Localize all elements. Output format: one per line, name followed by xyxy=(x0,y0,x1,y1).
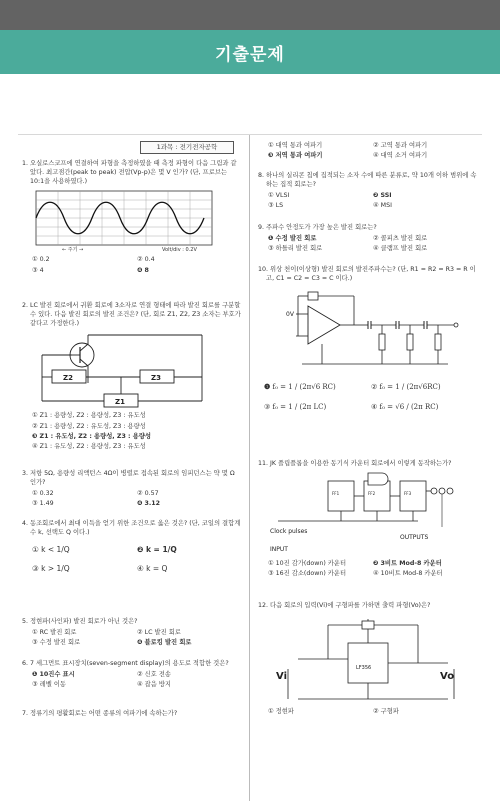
phase-shift-oscillator-figure xyxy=(258,286,468,378)
question-6-options xyxy=(32,670,242,689)
page-title: 기출문제 xyxy=(215,44,285,65)
option[interactable]: ③ LS xyxy=(268,202,284,210)
input-label: INPUT xyxy=(270,546,288,554)
clock-pulses-label: Clock pulses xyxy=(270,528,308,536)
option[interactable]: ① 0.32 xyxy=(32,490,54,498)
question-1-text: 1. 오실로스코프에 연결하여 파형을 측정하였을 때 측정 파형이 다음 그림과 같았다. 최고점간(peak to peak) 전압(Vp-p)은 몇 V 인가? (단, 프로브는 10:1을 사용하였다.) xyxy=(22,160,237,186)
opamp-circuit-figure xyxy=(258,613,468,705)
question-7-options xyxy=(268,141,478,160)
option[interactable]: ③ f₀ = 1 / (2π LC) xyxy=(264,403,327,412)
question-4 xyxy=(22,519,242,575)
option[interactable]: ① 대역 통과 여파기 xyxy=(268,142,323,149)
option[interactable]: ④ 10비트 Mod-8 카운터 xyxy=(373,570,443,578)
left-column xyxy=(18,135,244,717)
option-answer[interactable]: ❶ 수정 발진 회로 xyxy=(268,235,317,243)
exam-document xyxy=(18,134,482,801)
option[interactable]: ② 신호 전송 xyxy=(137,671,171,679)
question-12 xyxy=(258,601,478,716)
question-8-text: 8. 하나의 실리콘 칩에 집적되는 소자 수에 따른 분류로, 약 10개 이하 범위에 속하는 집적 회로는? xyxy=(258,172,477,189)
option[interactable]: ② 고역 통과 여파기 xyxy=(373,142,428,149)
option[interactable]: ③ 레벨 이동 xyxy=(32,681,66,689)
option[interactable]: ④ Z1 : 유도성, Z2 : 용량성, Z3 : 유도성 xyxy=(32,442,146,450)
option-answer[interactable]: ❷ k = 1/Q xyxy=(137,545,177,555)
outputs-label: OUTPUTS xyxy=(400,534,429,542)
ic-label: LF356 xyxy=(356,665,372,672)
option-answer[interactable]: ❶ f₀ = 1 / (2π√6 RC) xyxy=(264,382,336,392)
option[interactable]: ④ 잡음 방지 xyxy=(137,681,171,689)
option[interactable]: ④ 대역 소거 여파기 xyxy=(373,152,428,160)
option-answer[interactable]: ❶ 10진수 표시 xyxy=(32,671,75,679)
question-12-options xyxy=(268,707,478,716)
question-5-options xyxy=(32,628,242,647)
subject-heading: 1과목 : 전기전자공학 xyxy=(140,141,234,154)
volt-div-label: Volt/div : 0.2V xyxy=(162,247,197,254)
lc-oscillator-figure xyxy=(22,331,222,409)
option-answer[interactable]: ❸ 저역 통과 여파기 xyxy=(268,152,323,160)
question-6-text: 6. 7 세그먼트 표시장치(seven-segment display)의 용도로 적합한 것은? xyxy=(22,660,229,667)
question-7 xyxy=(22,709,242,718)
option[interactable]: ① Z1 : 용량성, Z2 : 용량성, Z3 : 유도성 xyxy=(32,412,146,420)
svg-text:FF2: FF2 xyxy=(368,491,376,497)
option[interactable]: ① 정현파 xyxy=(268,708,294,716)
z3-label: Z3 xyxy=(151,374,161,383)
option[interactable]: ② f₀ = 1 / (2π√6RC) xyxy=(371,383,441,392)
question-10-options xyxy=(264,382,478,412)
question-3-text: 3. 저항 5Ω, 용량성 리액턴스 4Ω이 병렬로 접속된 회로의 임피던스는 약 몇 Ω 인가? xyxy=(22,470,235,487)
question-11-options xyxy=(268,559,478,578)
question-3-options xyxy=(32,489,242,508)
option[interactable]: ② 0.4 xyxy=(137,256,155,264)
option[interactable]: ② LC 발진 회로 xyxy=(137,629,181,637)
svg-text:FF1: FF1 xyxy=(332,491,340,497)
z1-label: Z1 xyxy=(115,398,125,407)
header-spacer xyxy=(0,74,500,134)
period-label: ← 주기 → xyxy=(62,247,84,254)
question-9-options xyxy=(268,234,478,253)
question-4-text: 4. 동조회로에서 최대 이득을 얻기 위한 조건으로 옳은 것은? (단, 코일의 결합계수 k, 선택도 Q 이다.) xyxy=(22,520,241,537)
vi-label: Vi xyxy=(276,671,287,683)
question-2-options xyxy=(32,411,242,451)
option[interactable]: ④ k = Q xyxy=(137,564,168,574)
oscilloscope-figure xyxy=(22,189,222,253)
status-bar xyxy=(0,0,500,30)
question-1-options xyxy=(32,255,242,274)
question-2-text: 2. LC 발진 회로에서 귀환 회로에 3소자로 연결 형태에 따라 발진 회로를 구분할 수 있다. 다음 발진 회로의 발진 조건은? (단, 회로 Z1, Z2, Z3 소자는 부호가 같다고 가정한다.) xyxy=(22,302,241,328)
option[interactable]: ③ 수정 발진 회로 xyxy=(32,639,81,647)
question-5-text: 5. 정현파(사인파) 발진 회로가 아닌 것은? xyxy=(22,618,138,625)
option[interactable]: ④ f₀ = √6 / (2π RC) xyxy=(371,403,439,412)
question-11-text: 11. JK 플립플롭을 이용한 동기식 카운터 회로에서 이렇게 동작하는가? xyxy=(258,460,452,467)
question-5 xyxy=(22,617,242,647)
question-10 xyxy=(258,265,478,413)
option[interactable]: ② 콜피츠 발진 회로 xyxy=(373,235,428,243)
svg-text:FF3: FF3 xyxy=(404,491,412,497)
question-3 xyxy=(22,469,242,509)
question-1 xyxy=(22,159,242,275)
option-answer[interactable]: ❹ 3.12 xyxy=(137,500,161,508)
option[interactable]: ② 구형파 xyxy=(373,708,399,716)
option[interactable]: ③ 하틀리 발진 회로 xyxy=(268,245,323,253)
question-12-text: 12. 다음 회로의 입력(Vi)에 구형파를 가하면 출력 파형(Vo)은? xyxy=(258,602,431,609)
app-header xyxy=(0,30,500,74)
vo-label: Vo xyxy=(440,671,455,683)
option[interactable]: ③ 4 xyxy=(32,266,44,274)
question-10-text: 10. 위상 천이(이상형) 발진 회로의 발진주파수는? (단, R1 = R2 = R3 = R 이고, C1 = C2 = C3 = C 이다.) xyxy=(258,266,476,283)
option[interactable]: ① 0.2 xyxy=(32,256,50,264)
option-answer[interactable]: ❹ 8 xyxy=(137,266,149,274)
question-9 xyxy=(258,223,478,253)
option-answer[interactable]: ❷ SSI xyxy=(373,192,392,200)
option[interactable]: ③ 16진 감소(down) 카운터 xyxy=(268,570,347,578)
option[interactable]: ① RC 발진 회로 xyxy=(32,629,77,637)
question-4-options xyxy=(32,545,242,575)
option[interactable]: ② 0.57 xyxy=(137,490,159,498)
question-8-options xyxy=(268,191,478,210)
option[interactable]: ③ 1.49 xyxy=(32,500,54,508)
column-divider xyxy=(249,135,250,801)
question-11 xyxy=(258,459,478,578)
option[interactable]: ④ 클램프 발진 회로 xyxy=(373,245,428,253)
question-7-options-continued xyxy=(258,139,478,160)
option[interactable]: ③ k > 1/Q xyxy=(32,564,70,574)
question-7-text: 7. 정류기의 평활회로는 어떤 종류의 여파기에 속하는가? xyxy=(22,710,178,717)
option[interactable]: ① 10진 감가(down) 카운터 xyxy=(268,560,347,568)
option[interactable]: ④ MSI xyxy=(373,202,392,210)
option-answer[interactable]: ❸ Z1 : 유도성, Z2 : 용량성, Z3 : 용량성 xyxy=(32,432,151,440)
question-8 xyxy=(258,171,478,211)
option-answer[interactable]: ❹ 블로킹 발진 회로 xyxy=(137,639,192,647)
z2-label: Z2 xyxy=(63,374,73,383)
question-6 xyxy=(22,659,242,689)
option-answer[interactable]: ❷ 3비트 Mod-8 카운터 xyxy=(373,560,442,568)
option[interactable]: ① VLSI xyxy=(268,192,290,200)
option[interactable]: ② Z1 : 용량성, Z2 : 유도성, Z3 : 용량성 xyxy=(32,422,146,430)
counter-circuit-figure xyxy=(258,471,468,557)
option[interactable]: ① k < 1/Q xyxy=(32,545,70,555)
svg-text:0V: 0V xyxy=(286,311,294,319)
question-9-text: 9. 주파수 안정도가 가장 높은 발진 회로는? xyxy=(258,224,377,231)
question-2 xyxy=(22,301,242,451)
